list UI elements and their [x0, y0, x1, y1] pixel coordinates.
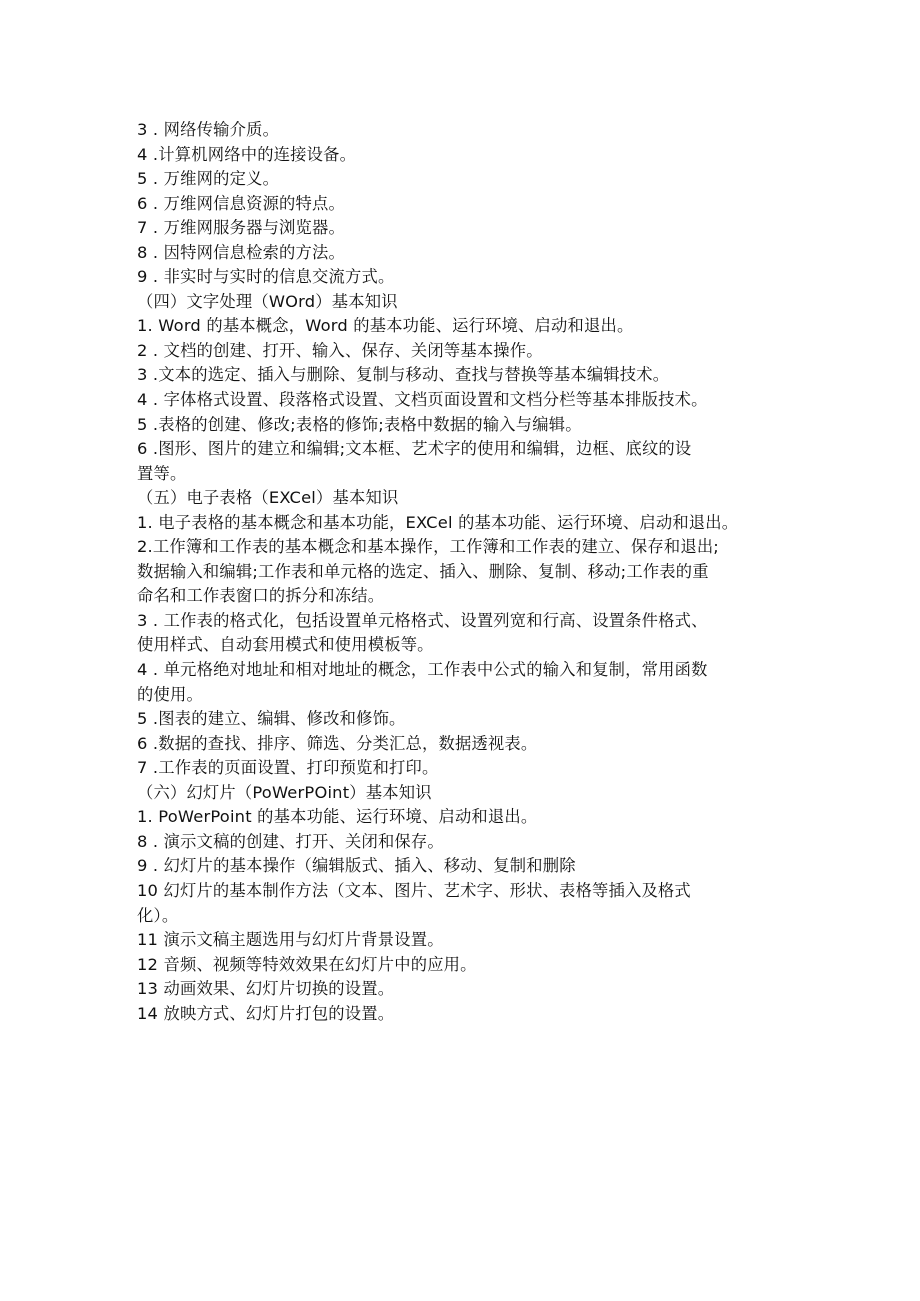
list-item: 1. Word 的基本概念，Word 的基本功能、运行环境、启动和退出。: [137, 316, 634, 336]
list-item: 12 音频、视频等特效效果在幻灯片中的应用。: [137, 954, 477, 974]
list-item: 7 .工作表的页面设置、打印预览和打印。: [137, 758, 439, 778]
list-item: 1. 电子表格的基本概念和基本功能，EXCel 的基本功能、运行环境、启动和退出。: [137, 512, 739, 532]
list-item: 6 .图形、图片的建立和编辑;文本框、艺术字的使用和编辑，边框、底纹的设: [137, 439, 692, 459]
list-item: 1. PoWerPoint 的基本功能、运行环境、启动和退出。: [137, 807, 538, 827]
list-item: 10 幻灯片的基本制作方法（文本、图片、艺术字、形状、表格等插入及格式: [137, 880, 691, 900]
list-item: 2 . 文档的创建、打开、输入、保存、关闭等基本操作。: [137, 340, 543, 360]
list-item: 5 . 万维网的定义。: [137, 169, 280, 189]
section-heading-powerpoint: （六）幻灯片（PoWerPOint）基本知识: [137, 782, 432, 802]
list-item: 3 . 网络传输介质。: [137, 120, 280, 139]
list-item-continuation: 化）。: [137, 905, 179, 925]
list-item-continuation: 命名和工作表窗口的拆分和冻结。: [137, 586, 385, 606]
list-item: 3 .文本的选定、插入与删除、复制与移动、查找与替换等基本编辑技术。: [137, 365, 670, 385]
list-item: 5 .图表的建立、编辑、修改和修饰。: [137, 709, 406, 729]
list-item: 8 . 因特网信息检索的方法。: [137, 242, 345, 262]
list-item: 13 动画效果、幻灯片切换的设置。: [137, 979, 395, 999]
list-item: 5 .表格的创建、修改;表格的修饰;表格中数据的输入与编辑。: [137, 414, 582, 434]
list-item: 9 . 幻灯片的基本操作（编辑版式、插入、移动、复制和删除: [137, 856, 576, 876]
list-item: 14 放映方式、幻灯片打包的设置。: [137, 1003, 395, 1023]
list-item: 4 . 单元格绝对地址和相对地址的概念，工作表中公式的输入和复制，常用函数: [137, 660, 708, 680]
list-item-continuation: 的使用。: [137, 684, 203, 704]
list-item: 8 . 演示文稿的创建、打开、关闭和保存。: [137, 831, 444, 851]
list-item-continuation: 数据输入和编辑;工作表和单元格的选定、插入、删除、复制、移动;工作表的重: [137, 561, 709, 581]
list-item: 9 . 非实时与实时的信息交流方式。: [137, 267, 395, 287]
list-item: 2.工作簿和工作表的基本概念和基本操作，工作簿和工作表的建立、保存和退出;: [137, 537, 719, 557]
list-item: 4 .计算机网络中的连接设备。: [137, 144, 357, 164]
list-item-continuation: 使用样式、自动套用模式和使用模板等。: [137, 635, 434, 655]
list-item: 3 . 工作表的格式化，包括设置单元格格式、设置列宽和行高、设置条件格式、: [137, 610, 708, 630]
section-heading-word: （四）文字处理（WOrd）基本知识: [137, 291, 398, 311]
list-item: 6 . 万维网信息资源的特点。: [137, 193, 345, 213]
section-heading-excel: （五）电子表格（EXCel）基本知识: [137, 488, 399, 508]
list-item: 4 . 字体格式设置、段落格式设置、文档页面设置和文档分栏等基本排版技术。: [137, 390, 708, 410]
list-item: 7 . 万维网服务器与浏览器。: [137, 218, 345, 238]
document-page: [137, 118, 817, 1026]
list-item: 6 .数据的查找、排序、筛选、分类汇总，数据透视表。: [137, 733, 538, 753]
list-item-continuation: 置等。: [137, 463, 187, 483]
list-item: 11 演示文稿主题选用与幻灯片背景设置。: [137, 930, 444, 950]
